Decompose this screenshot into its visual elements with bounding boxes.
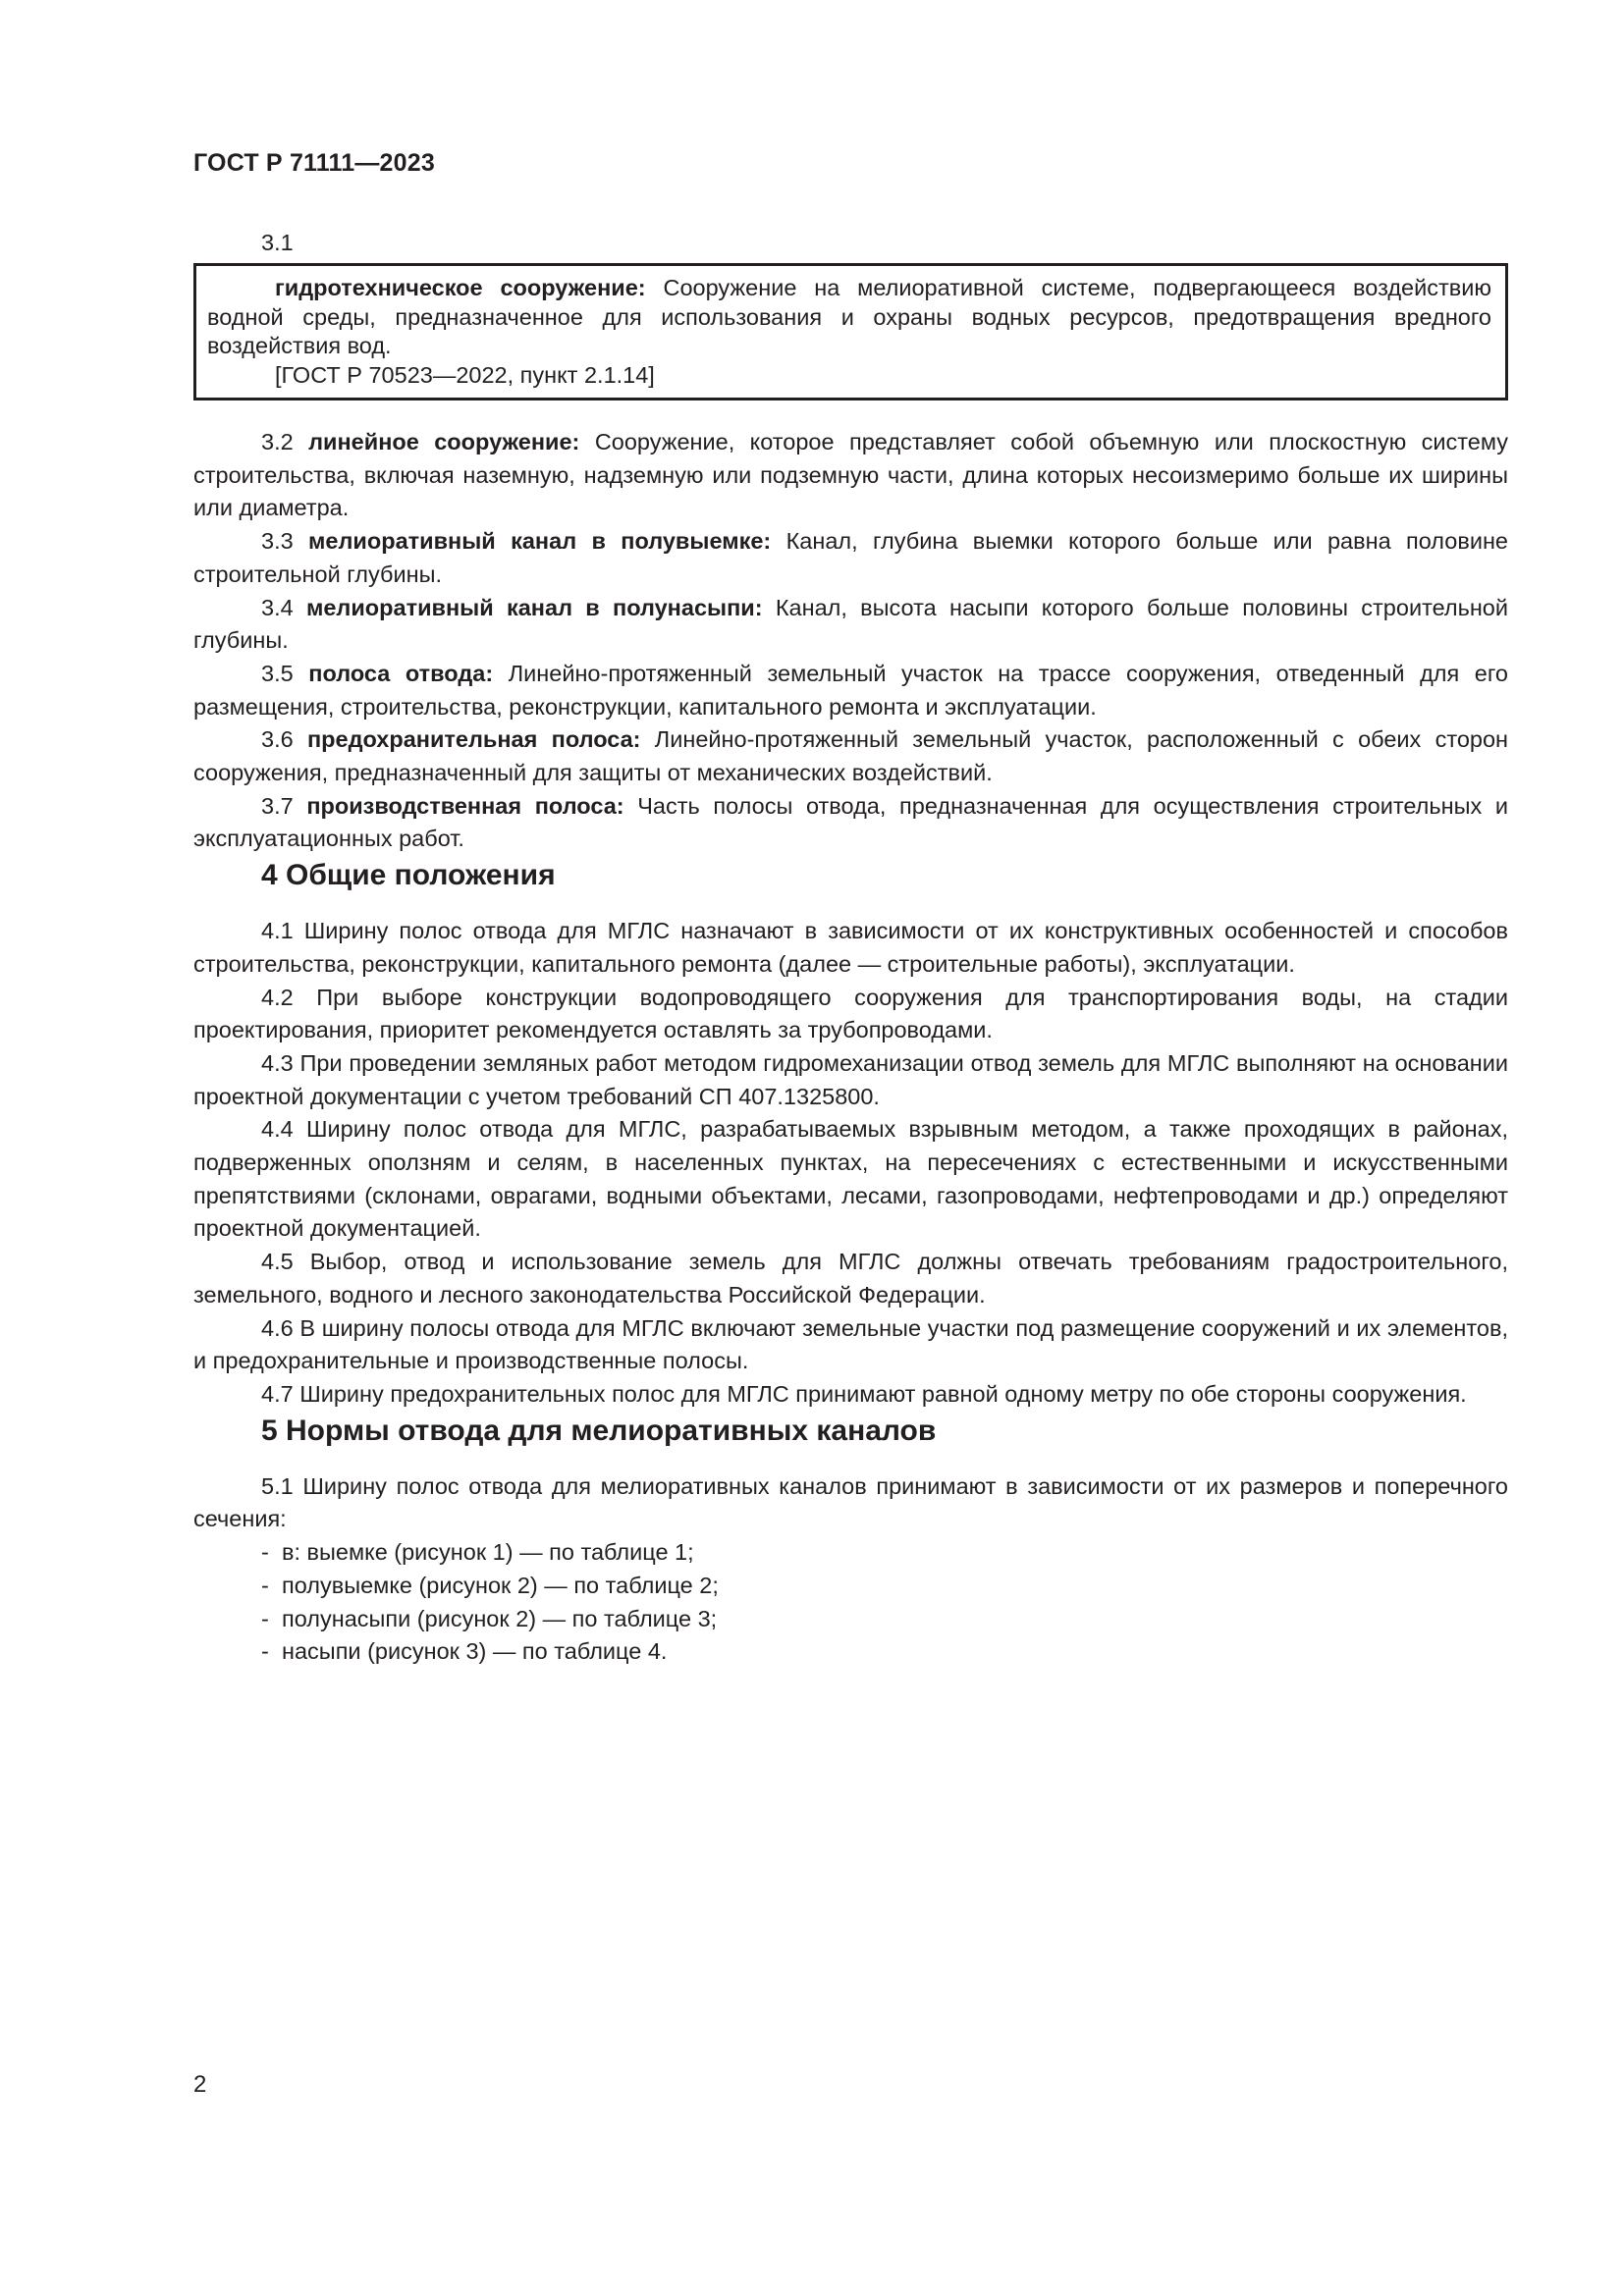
- page-number: 2: [193, 2071, 207, 2098]
- clause-paragraph: 4.7 Ширину предохранительных полос для МГЛС принимают равной одному метру по обе стороны сооружения.: [261, 1380, 1467, 1407]
- definition-source: [ГОСТ Р 70523—2022, пункт 2.1.14]: [275, 361, 655, 388]
- term-number: 3.2: [261, 429, 294, 454]
- list-item-text: полунасыпи (рисунок 2) — по таблице 3;: [282, 1605, 718, 1631]
- terms-list: [193, 426, 1508, 856]
- term-name: линейное сооружение:: [308, 429, 580, 454]
- list-item: [193, 1603, 1508, 1636]
- list-item-text: полувыемке (рисунок 2) — по таблице 2;: [282, 1572, 719, 1598]
- section-4-body: [193, 915, 1508, 1412]
- term-definition: Сооружение на мелиоративной системе, подвергающееся воздействию водной среды, предназначенное для использования и охраны водных ресурсов, предотвращения вредного воздействия вод.: [207, 275, 1491, 358]
- list-dash: -: [261, 1572, 269, 1598]
- term-number-3-1: 3.1: [261, 230, 294, 255]
- list-item-text: насыпи (рисунок 3) — по таблице 4.: [282, 1638, 668, 1665]
- term-entry: [193, 426, 1508, 525]
- term-number: 3.6: [261, 726, 294, 753]
- section-heading-4: 4 Общие положения: [261, 859, 556, 892]
- list-dash: -: [261, 1605, 269, 1631]
- term-name: полоса отвода:: [308, 660, 494, 686]
- term-definition: Линейно-протяженный земельный участок на трассе сооружения, отведенный для его размещения, строительства, реконструкции, капитального ремонта и эксплуатации.: [193, 660, 1508, 720]
- definition-paragraph: [207, 274, 1491, 361]
- term-number: 3.7: [261, 792, 294, 819]
- term-name: производственная полоса:: [306, 792, 624, 819]
- clause-paragraph: 4.4 Ширину полос отвода для МГЛС, разрабатываемых взрывным методом, а также проходящих в районах, подверженных оползням и селям, в населенных пунктах, на пересечениях с естественными и искусственными препятствиями (склонами, оврагами, водными объектами, лесами, газопроводами, нефтепроводами и др.) определяют проектной документацией.: [193, 1116, 1508, 1242]
- term-name: мелиоративный канал в полунасыпи:: [305, 594, 763, 620]
- term-definition: Сооружение, которое представляет собой объемную или плоскостную систему строительства, включая наземную, надземную или подземную части, длина которых несоизмеримо больше их ширины или диаметра.: [193, 429, 1509, 521]
- term-entry: [193, 790, 1508, 856]
- term-definition: Канал, высота насыпи которого больше половины строительной глубины.: [193, 594, 1508, 654]
- term-number: 3.5: [261, 660, 294, 686]
- term-name: гидротехническое сооружение:: [275, 275, 646, 300]
- clause-paragraph: 4.2 При выборе конструкции водопроводящего сооружения для транспортирования воды, на стадии проектирования, приоритет рекомендуется оставлять за трубопроводами.: [193, 984, 1508, 1043]
- list-item: [193, 1635, 1508, 1669]
- term-number: 3.4: [261, 594, 294, 620]
- page-content: [193, 228, 1508, 1669]
- list-dash: -: [261, 1638, 269, 1665]
- list-item: [193, 1536, 1508, 1570]
- clause-paragraph: 4.1 Ширину полос отвода для МГЛС назначают в зависимости от их конструктивных особенностей и способов строительства, реконструкции, капитального ремонта (далее — строительные работы), эксплуатации.: [193, 918, 1508, 977]
- definition-box: [193, 263, 1508, 400]
- clause-paragraph: 4.5 Выбор, отвод и использование земель для МГЛС должны отвечать требованиям градостроительного, земельного, водного и лесного законодательства Российской Федерации.: [193, 1249, 1508, 1308]
- canal-type-list: [193, 1536, 1508, 1669]
- section-5-body: [193, 1470, 1508, 1669]
- term-entry: [193, 592, 1508, 658]
- term-name: мелиоративный канал в полувыемке:: [308, 528, 772, 555]
- term-entry: [193, 723, 1508, 789]
- clause-paragraph: 4.3 При проведении земляных работ методом гидромеханизации отвод земель для МГЛС выполняют на основании проектной документации с учетом требований СП 407.1325800.: [193, 1049, 1508, 1109]
- term-definition: Линейно-протяженный земельный участок, расположенный с обеих сторон сооружения, предназначенный для защиты от механических воздействий.: [193, 726, 1509, 786]
- section-heading-5: 5 Нормы отвода для мелиоративных каналов: [261, 1414, 937, 1447]
- list-dash: -: [261, 1539, 269, 1566]
- term-definition: Часть полосы отвода, предназначенная для осуществления строительных и эксплуатационных работ.: [193, 792, 1508, 852]
- term-name: предохранительная полоса:: [306, 726, 641, 753]
- list-item-text: в: выемке (рисунок 1) — по таблице 1;: [282, 1539, 694, 1566]
- list-item: [193, 1570, 1508, 1603]
- term-number: 3.3: [261, 528, 294, 555]
- term-entry: [193, 525, 1508, 591]
- clause-paragraph: 5.1 Ширину полос отвода для мелиоративных каналов принимают в зависимости от их размеров и поперечного сечения:: [193, 1472, 1508, 1532]
- term-entry: [193, 658, 1508, 723]
- clause-paragraph: 4.6 В ширину полосы отвода для МГЛС включают земельные участки под размещение сооружений и их элементов, и предохранительные и производственные полосы.: [193, 1314, 1508, 1374]
- term-definition: Канал, глубина выемки которого больше или равна половине строительной глубины.: [193, 528, 1508, 587]
- document-header: ГОСТ Р 71111—2023: [193, 149, 435, 177]
